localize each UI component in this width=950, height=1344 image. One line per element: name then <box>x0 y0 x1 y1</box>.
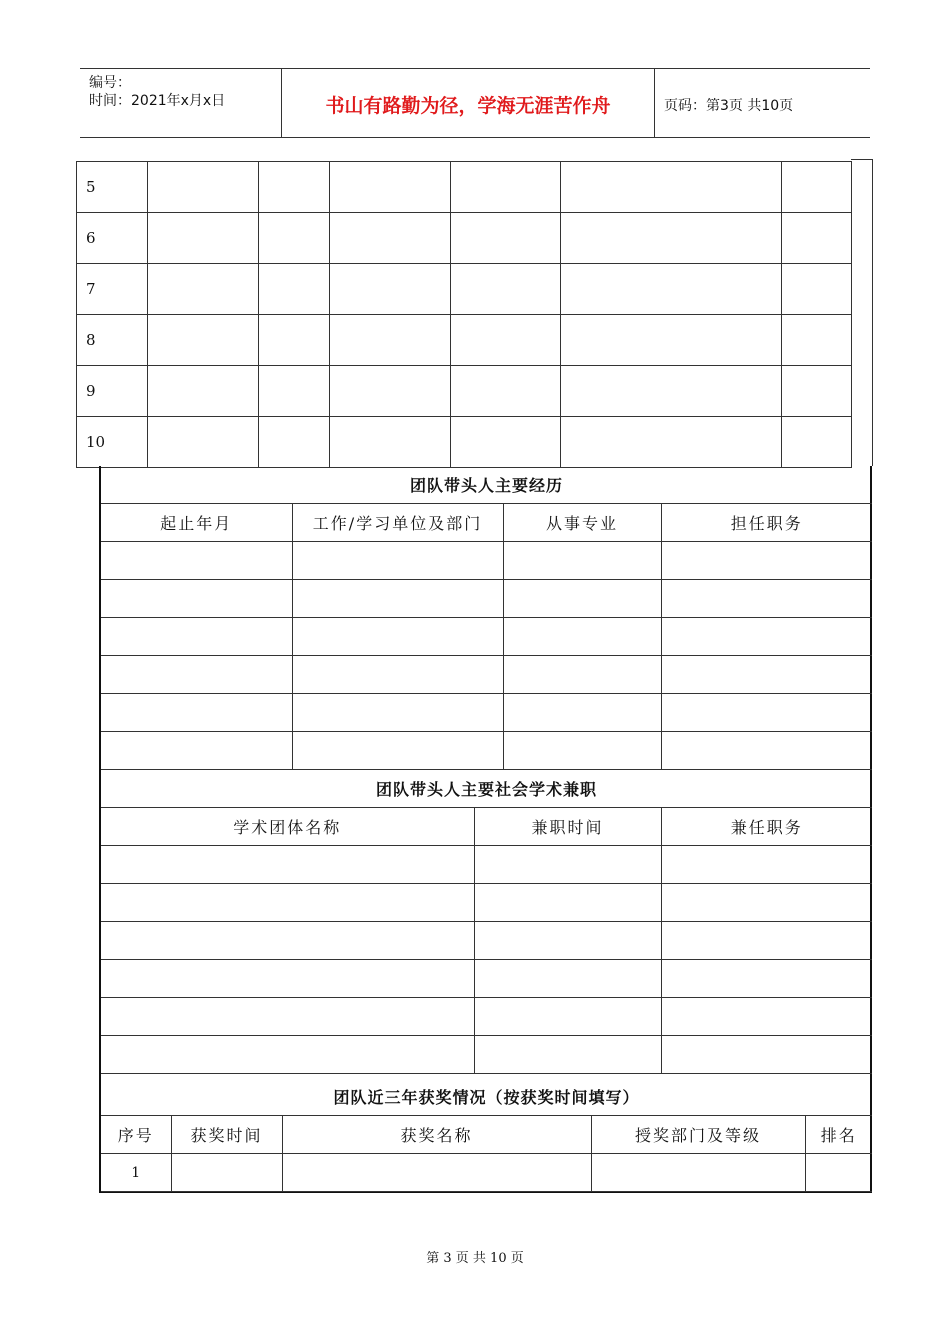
table-cell[interactable] <box>782 366 852 417</box>
row-number: 8 <box>77 315 148 366</box>
page-footer: 第 3 页 共 10 页 <box>426 1251 524 1266</box>
table-header-row <box>101 1116 872 1154</box>
table-cell[interactable] <box>148 315 259 366</box>
table-header-row <box>101 504 872 542</box>
table-cell[interactable] <box>101 1036 474 1074</box>
table-row <box>77 264 852 315</box>
page-header <box>80 68 870 138</box>
table-cell[interactable] <box>474 922 661 960</box>
members-table <box>76 161 852 468</box>
header-divider <box>654 69 655 137</box>
table-cell[interactable] <box>292 732 503 770</box>
table-row <box>101 998 872 1036</box>
academic-title: 团队带头人主要社会学术兼职 <box>101 770 872 808</box>
table-row <box>101 618 872 656</box>
table-cell[interactable] <box>782 417 852 468</box>
table-cell[interactable] <box>292 694 503 732</box>
time-label: 时间：2021年x月x日 <box>89 93 226 109</box>
table-cell[interactable] <box>661 1036 872 1074</box>
table-cell[interactable] <box>474 884 661 922</box>
column-header: 兼职时间 <box>474 808 661 846</box>
row-number: 1 <box>101 1154 171 1192</box>
table-cell[interactable] <box>561 213 782 264</box>
table-cell[interactable] <box>561 315 782 366</box>
table-row <box>101 656 872 694</box>
table-cell[interactable] <box>101 542 292 580</box>
table-row <box>77 366 852 417</box>
table-cell[interactable] <box>503 618 661 656</box>
table-cell[interactable] <box>661 884 872 922</box>
table-row <box>101 922 872 960</box>
table-cell[interactable] <box>591 1154 805 1192</box>
table-cell[interactable] <box>101 656 292 694</box>
table-cell[interactable] <box>259 366 330 417</box>
serial-label: 编号： <box>89 75 131 91</box>
row-number: 5 <box>77 162 148 213</box>
awards-table <box>101 1078 872 1192</box>
table-row <box>101 732 872 770</box>
table-cell[interactable] <box>148 213 259 264</box>
table-cell[interactable] <box>292 542 503 580</box>
table-cell[interactable] <box>451 366 561 417</box>
table-cell[interactable] <box>561 264 782 315</box>
table-cell[interactable] <box>259 315 330 366</box>
table-row <box>101 960 872 998</box>
table-cell[interactable] <box>101 618 292 656</box>
column-header: 授奖部门及等级 <box>591 1116 805 1154</box>
table-cell[interactable] <box>259 213 330 264</box>
table-cell[interactable] <box>330 213 451 264</box>
table-cell[interactable] <box>782 315 852 366</box>
table-row <box>101 846 872 884</box>
table-cell[interactable] <box>474 998 661 1036</box>
table-cell[interactable] <box>259 417 330 468</box>
experience-table <box>101 466 872 770</box>
table-row <box>101 580 872 618</box>
table-row <box>77 315 852 366</box>
header-meta <box>89 74 225 110</box>
table-cell[interactable] <box>661 542 872 580</box>
row-number: 10 <box>77 417 148 468</box>
table-row <box>101 694 872 732</box>
table-cell[interactable] <box>148 162 259 213</box>
table-cell[interactable] <box>503 580 661 618</box>
table-cell[interactable] <box>474 846 661 884</box>
table-cell[interactable] <box>451 213 561 264</box>
table-cell[interactable] <box>661 732 872 770</box>
column-header: 学术团体名称 <box>101 808 474 846</box>
table-cell[interactable] <box>474 1036 661 1074</box>
table-edge-line <box>851 159 873 160</box>
table-cell[interactable] <box>292 580 503 618</box>
table-header-row <box>101 808 872 846</box>
table-cell[interactable] <box>330 264 451 315</box>
table-row <box>101 770 872 808</box>
table-cell[interactable] <box>292 618 503 656</box>
table-cell[interactable] <box>561 162 782 213</box>
table-cell[interactable] <box>561 366 782 417</box>
row-number: 9 <box>77 366 148 417</box>
table-row <box>77 213 852 264</box>
table-cell[interactable] <box>101 694 292 732</box>
table-row <box>77 162 852 213</box>
table-row <box>101 1036 872 1074</box>
column-header: 序号 <box>101 1116 171 1154</box>
table-cell[interactable] <box>503 542 661 580</box>
table-row <box>101 542 872 580</box>
table-cell[interactable] <box>661 580 872 618</box>
leader-info-section <box>99 466 872 1193</box>
table-cell[interactable] <box>561 417 782 468</box>
table-cell[interactable] <box>503 732 661 770</box>
column-header: 担任职务 <box>661 504 872 542</box>
table-row <box>101 884 872 922</box>
awards-title: 团队近三年获奖情况（按获奖时间填写） <box>101 1078 872 1116</box>
table-cell[interactable] <box>451 162 561 213</box>
table-cell[interactable] <box>101 732 292 770</box>
table-cell[interactable] <box>330 315 451 366</box>
column-header: 获奖名称 <box>282 1116 591 1154</box>
header-motto: 书山有路勤为径，学海无涯苦作舟 <box>325 95 611 117</box>
table-cell[interactable] <box>259 264 330 315</box>
column-header: 起止年月 <box>101 504 292 542</box>
table-edge-line <box>872 159 873 466</box>
academic-table <box>101 770 872 1074</box>
row-number: 7 <box>77 264 148 315</box>
table-cell[interactable] <box>101 884 474 922</box>
table-row <box>101 466 872 504</box>
table-cell[interactable] <box>661 846 872 884</box>
table-cell[interactable] <box>451 315 561 366</box>
table-cell[interactable] <box>782 213 852 264</box>
column-header: 工作/学习单位及部门 <box>292 504 503 542</box>
table-cell[interactable] <box>661 998 872 1036</box>
table-cell[interactable] <box>330 162 451 213</box>
column-header: 从事专业 <box>503 504 661 542</box>
table-cell[interactable] <box>101 580 292 618</box>
table-cell[interactable] <box>474 960 661 998</box>
column-header: 获奖时间 <box>171 1116 282 1154</box>
table-cell[interactable] <box>148 366 259 417</box>
table-cell[interactable] <box>661 922 872 960</box>
table-cell[interactable] <box>503 656 661 694</box>
table-cell[interactable] <box>661 618 872 656</box>
column-header: 兼任职务 <box>661 808 872 846</box>
table-cell[interactable] <box>282 1154 591 1192</box>
table-cell[interactable] <box>101 922 474 960</box>
table-cell[interactable] <box>805 1154 872 1192</box>
row-number: 6 <box>77 213 148 264</box>
table-cell[interactable] <box>171 1154 282 1192</box>
table-cell[interactable] <box>330 417 451 468</box>
experience-title: 团队带头人主要经历 <box>101 466 872 504</box>
table-cell[interactable] <box>782 162 852 213</box>
table-cell[interactable] <box>451 264 561 315</box>
table-cell[interactable] <box>101 998 474 1036</box>
table-cell[interactable] <box>101 960 474 998</box>
table-row <box>77 417 852 468</box>
table-cell[interactable] <box>148 264 259 315</box>
column-header: 排名 <box>805 1116 872 1154</box>
table-cell[interactable] <box>661 694 872 732</box>
table-cell[interactable] <box>661 656 872 694</box>
table-cell[interactable] <box>451 417 561 468</box>
table-cell[interactable] <box>661 960 872 998</box>
table-cell[interactable] <box>330 366 451 417</box>
table-row <box>101 1154 872 1192</box>
table-cell[interactable] <box>101 846 474 884</box>
table-cell[interactable] <box>782 264 852 315</box>
table-cell[interactable] <box>148 417 259 468</box>
table-cell[interactable] <box>259 162 330 213</box>
table-cell[interactable] <box>503 694 661 732</box>
page-info: 页码：第3页 共10页 <box>664 98 794 114</box>
table-cell[interactable] <box>292 656 503 694</box>
table-row <box>101 1078 872 1116</box>
